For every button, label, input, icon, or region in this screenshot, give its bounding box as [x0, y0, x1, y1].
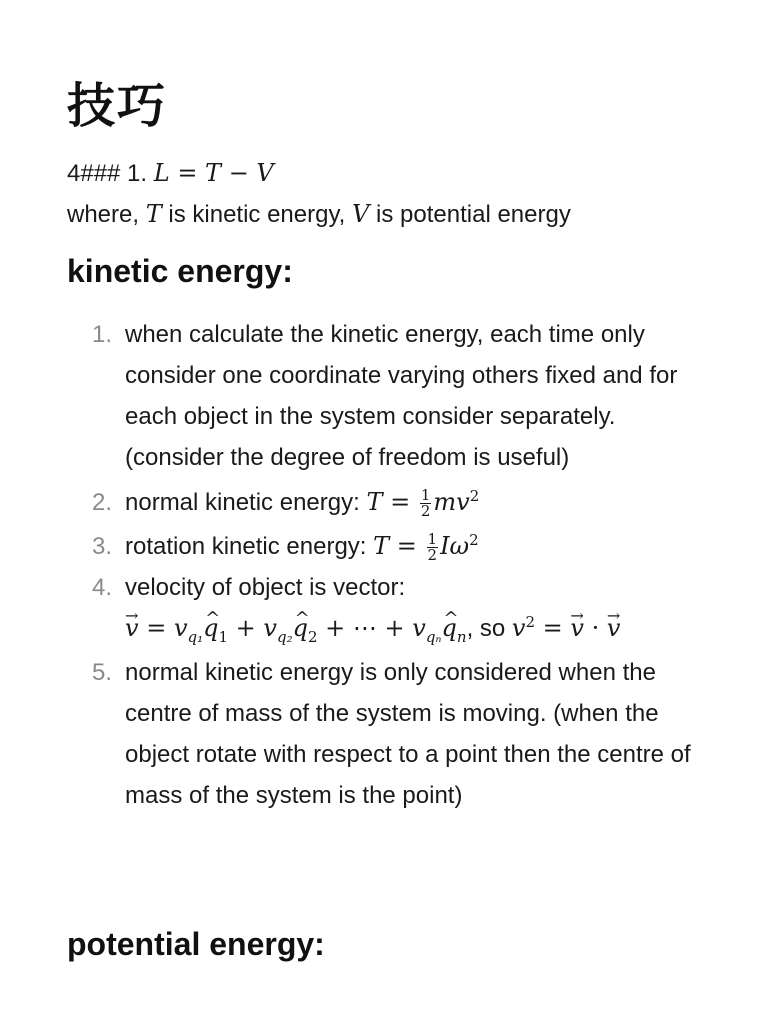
- dot-operator: ·: [583, 614, 607, 642]
- where-text-3: is potential energy: [369, 201, 571, 228]
- unit-vector-q: ^ q: [293, 608, 308, 649]
- term-subscript: q₂: [276, 627, 293, 646]
- list-item-text: rotation kinetic energy:: [125, 533, 374, 560]
- list-item: [67, 652, 707, 816]
- unit-vector-subscript: 1: [218, 627, 229, 646]
- term-v: v: [263, 614, 277, 642]
- formula-rhs: Iω: [440, 532, 470, 560]
- page-title: 技巧: [67, 78, 168, 134]
- list-item: [67, 482, 707, 523]
- velocity-formula: [125, 614, 467, 646]
- plus-sign: +: [228, 614, 264, 642]
- list-item-number: 1.: [92, 321, 113, 348]
- term-subscript: qₙ: [425, 627, 442, 646]
- fraction-denominator: 2: [420, 502, 431, 520]
- formula-exponent: 2: [469, 531, 479, 549]
- unit-vector-subscript: 2: [307, 627, 318, 646]
- lagrangian-equation: L = T − V: [153, 159, 274, 187]
- term-subscript: q₁: [187, 627, 204, 646]
- vector-v: → v: [570, 608, 584, 649]
- symbol-T: T: [145, 200, 162, 228]
- speed-v: v: [511, 614, 526, 642]
- equals-sign: =: [535, 614, 571, 642]
- speed-squared-formula: [512, 614, 621, 642]
- vector-v: → v: [607, 608, 621, 649]
- where-text-1: where,: [67, 201, 146, 228]
- kinetic-energy-heading: kinetic energy:: [67, 253, 293, 289]
- rotation-formula: [373, 530, 479, 564]
- unit-vector-subscript: n: [456, 627, 467, 646]
- list-item-text: when calculate the kinetic energy, each time only consider one coordinate varying others fixed and for each object in the system consider separately. (consider the degree of freedom is useful): [125, 321, 678, 471]
- lagrangian-prefix: 4### 1.: [67, 160, 154, 187]
- list-item-number: 4.: [92, 574, 113, 601]
- list-item-text: normal kinetic energy is only considered when the centre of mass of the system is moving. (when the object rotate with respect to a point then the centre of mass of the system is the point): [125, 659, 691, 809]
- kinetic-formula: [366, 486, 480, 520]
- equals-sign: =: [138, 614, 174, 642]
- where-text-2: is kinetic energy,: [161, 201, 353, 228]
- vector-v: → v: [125, 608, 139, 649]
- formula-rhs: mv: [433, 488, 470, 516]
- fraction-denominator: 2: [427, 546, 438, 564]
- unit-vector-q: ^ q: [203, 608, 218, 649]
- fraction: [420, 488, 432, 519]
- plus-ellipsis: + ⋯ +: [317, 614, 413, 642]
- list-item-text: normal kinetic energy:: [125, 489, 367, 516]
- term-v: v: [412, 614, 426, 642]
- formula-exponent: 2: [469, 487, 480, 505]
- potential-energy-heading: potential energy:: [67, 926, 325, 962]
- formula-lhs: T =: [366, 488, 418, 516]
- list-item-number: 3.: [92, 533, 113, 560]
- fraction-numerator: 1: [420, 486, 431, 504]
- term-v: v: [173, 614, 188, 642]
- list-item-text: velocity of object is vector:: [125, 574, 406, 601]
- fraction-numerator: 1: [427, 530, 438, 548]
- lagrangian-line: [67, 156, 274, 191]
- list-item-number: 5.: [92, 659, 113, 686]
- kinetic-energy-list: [67, 314, 707, 816]
- list-item: [67, 526, 707, 567]
- so-text: , so: [466, 615, 512, 642]
- speed-exponent: 2: [525, 613, 536, 631]
- symbol-V: V: [352, 200, 370, 228]
- formula-lhs: T =: [373, 532, 425, 560]
- unit-vector-q: ^ q: [442, 608, 457, 649]
- where-line: [67, 197, 571, 232]
- fraction: [427, 532, 439, 563]
- list-item: [67, 567, 707, 649]
- list-item-number: 2.: [92, 489, 113, 516]
- list-item: [67, 314, 707, 478]
